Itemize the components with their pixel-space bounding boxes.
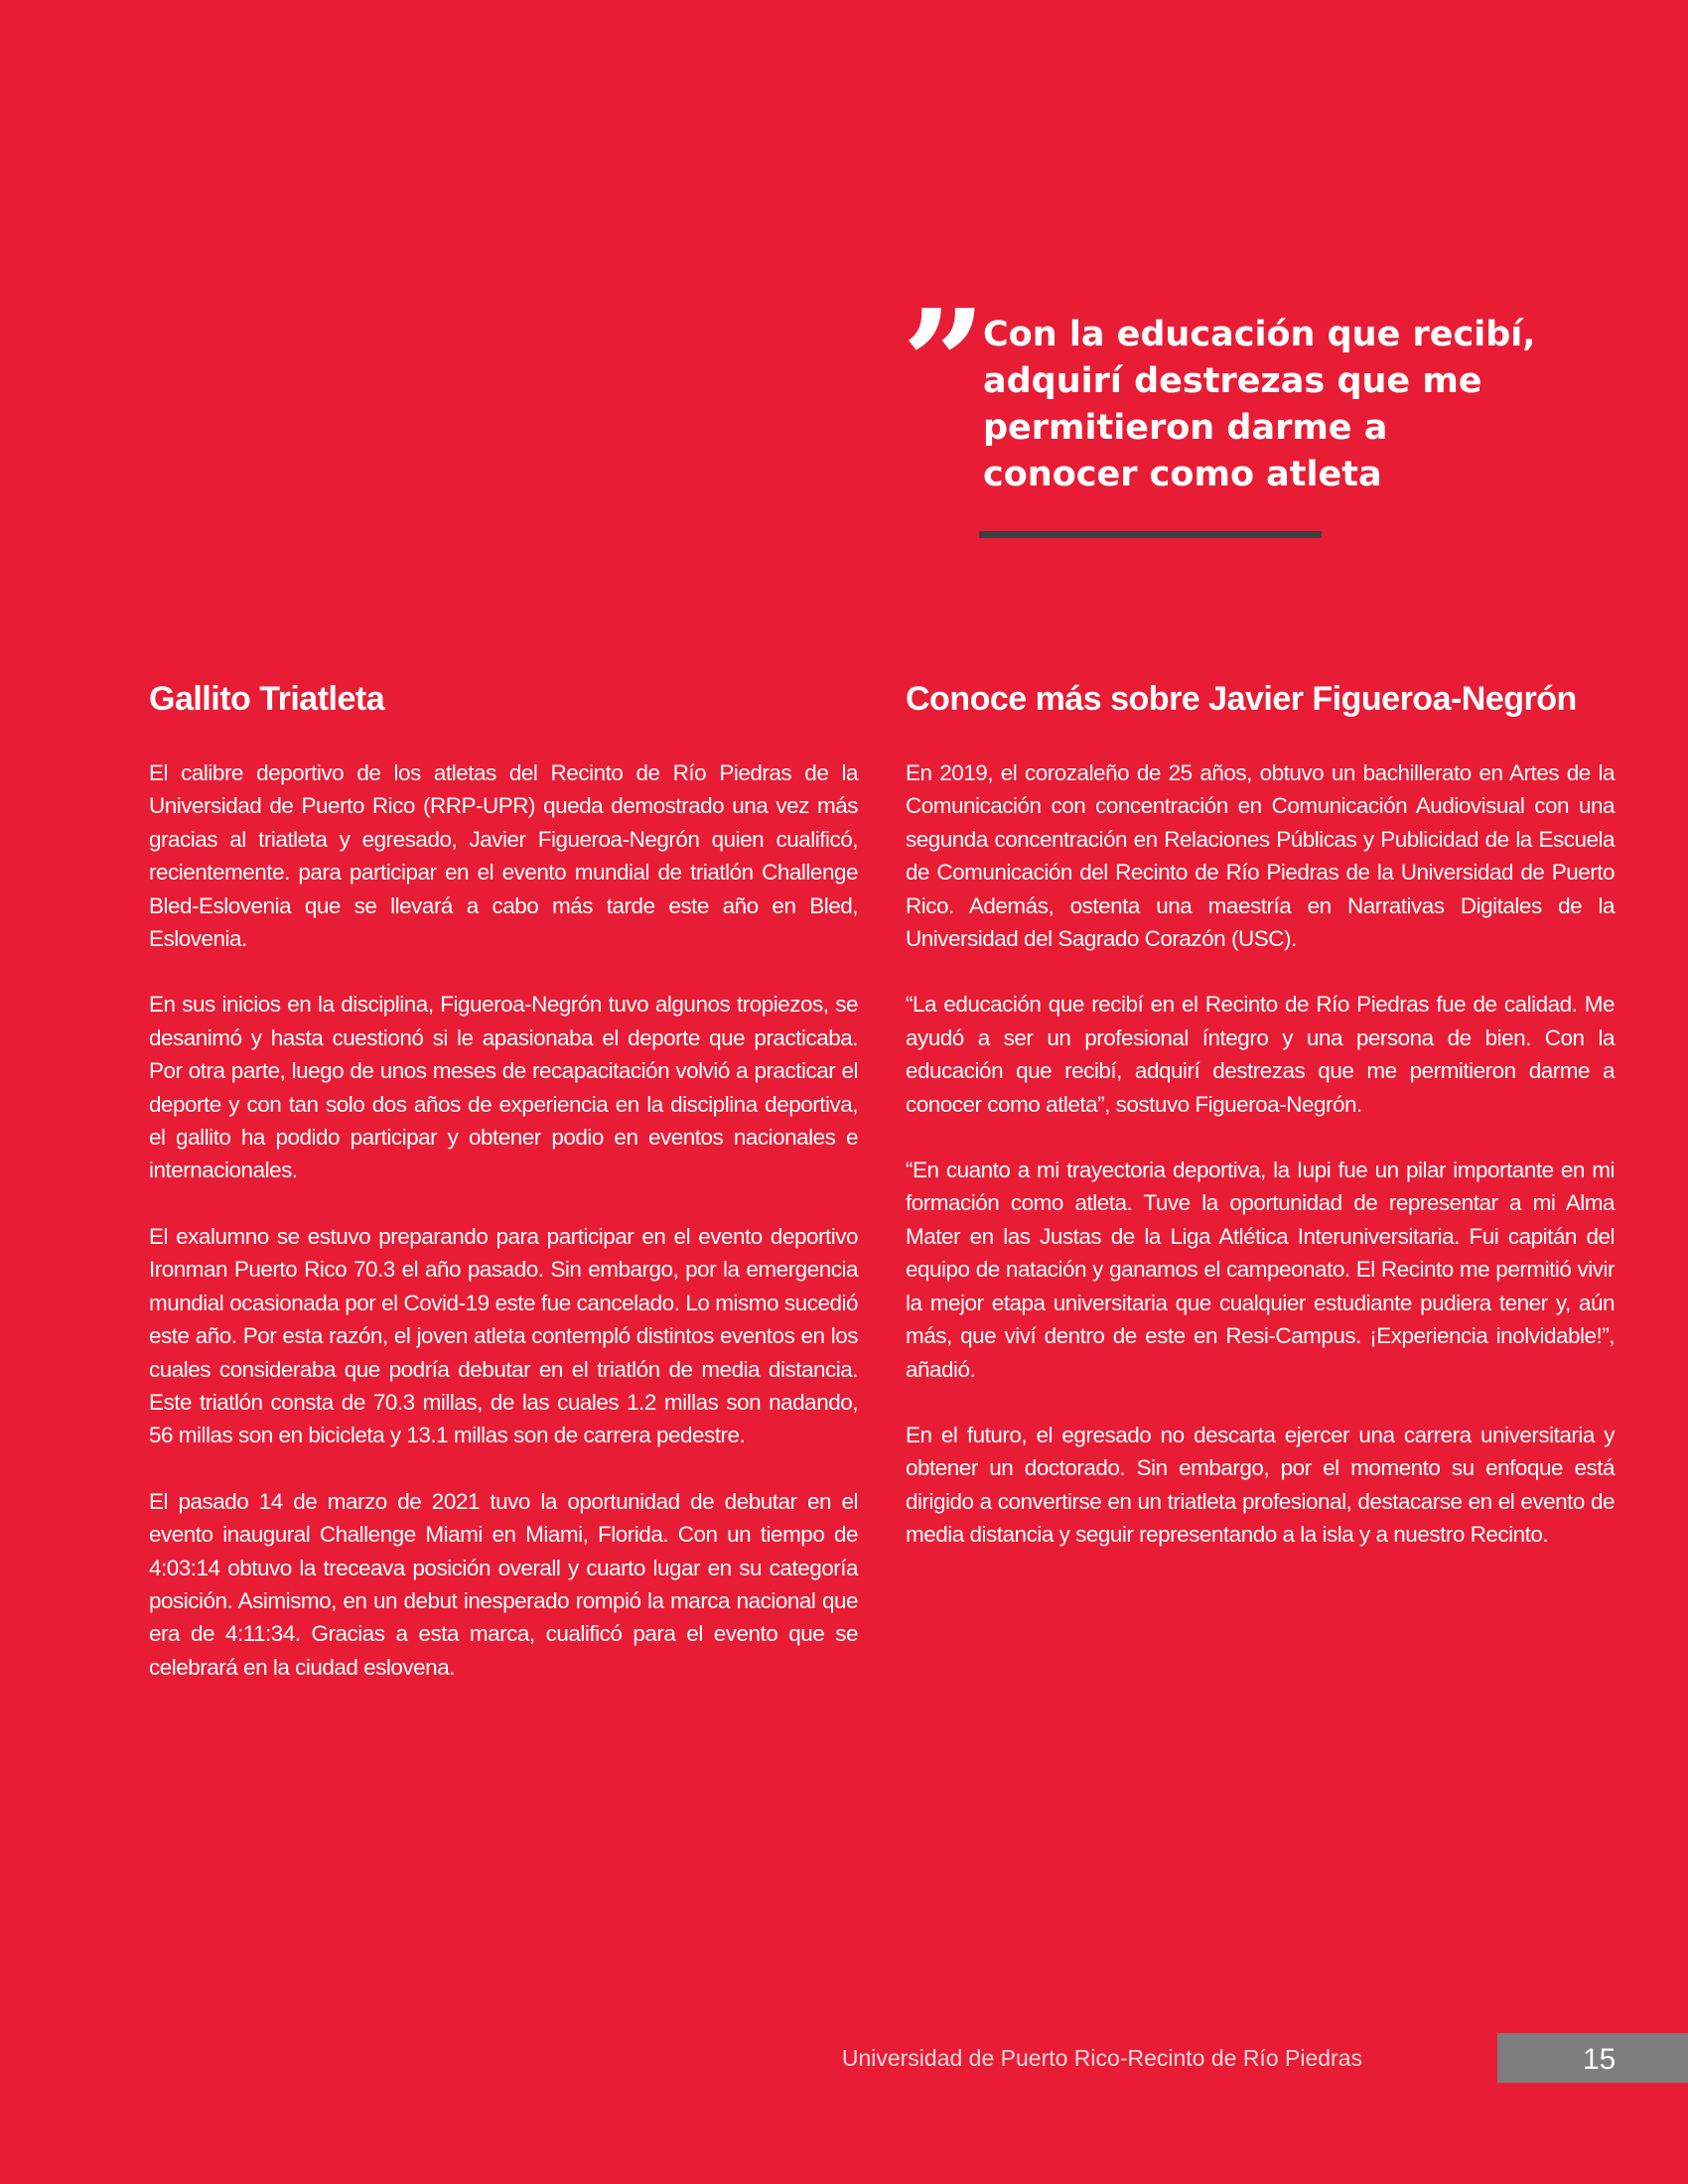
quote-mark-icon: ”	[902, 277, 981, 450]
left-column-heading: Gallito Triatleta	[149, 680, 385, 718]
pull-quote-text: Con la educación que recibí, adquirí destrezas que me permitieron darme a conocer como atleta	[983, 315, 1536, 494]
left-paragraph-3: El exalumno se estuvo preparando para participar en el evento deportivo Ironman Puerto Rico 70.3 el año pasado. Sin embargo, por la emergencia mundial ocasionada por el Covid-19 este fue cancelado. Lo mismo sucedió este año. Por esta razón, el joven atleta contempló distintos eventos en los cuales consideraba que podría debutar en el triatlón de media distancia. Este triatlón consta de 70.3 millas, de las cuales 1.2 millas son nadando, 56 millas son en bicicleta y 13.1 millas son de carrera pedestre.	[149, 1223, 858, 1448]
right-paragraph-4: En el futuro, el egresado no descarta ejercer una carrera universitaria y obtener un doctorado. Sin embargo, por el momento su enfoque está dirigido a convertirse en un triatleta profesional, destacarse en el evento de media distancia y seguir representando a la isla y a nuestro Recinto.	[906, 1422, 1615, 1548]
footer-institution: Universidad de Puerto Rico-Recinto de Río Piedras	[841, 2045, 1362, 2071]
left-paragraph-1: El calibre deportivo de los atletas del Recinto de Río Piedras de la Universidad de Puerto Rico (RRP-UPR) queda demostrado una vez más gracias al triatleta y egresado, Javier Figueroa-Negrón quien cualificó, recientemente. para participar en el evento mundial de triatlón Challenge Bled-Eslovenia que se llevará a cabo más tarde este año en Bled, Eslovenia.	[149, 760, 858, 952]
page-number: 15	[1583, 2043, 1617, 2076]
right-paragraph-2: “La educación que recibí en el Recinto de Río Piedras fue de calidad. Me ayudó a ser un profesional íntegro y una persona de bien. Con la educación que recibí, adquirí destrezas que me permitieron darme a conocer como atleta”, sostuvo Figueroa-Negrón.	[906, 992, 1615, 1117]
right-paragraph-3: “En cuanto a mi trayectoria deportiva, la Iupi fue un pilar importante en mi formación como atleta. Tuve la oportunidad de representar a mi Alma Mater en las Justas de la Liga Atlética Interuniversitaria. Fui capitán del equipo de natación y ganamos el campeonato. El Recinto me permitió vivir la mejor etapa universitaria que cualquier estudiante pudiera tener y, aún más, que viví dentro de este en Resi-Campus. ¡Experiencia inolvidable!”, añadió.	[906, 1158, 1615, 1382]
left-paragraph-4: El pasado 14 de marzo de 2021 tuvo la oportunidad de debutar en el evento inaugural Challenge Miami en Miami, Florida. Con un tiempo de 4:03:14 obtuvo la treceava posición overall y cuarto lugar en su categoría posición. Asimismo, en un debut inesperado rompió la marca nacional que era de 4:11:34. Gracias a esta marca, cualificó para el evento que se celebrará en la ciudad eslovena.	[149, 1488, 858, 1680]
right-column	[906, 675, 1615, 1584]
left-column	[149, 675, 858, 1716]
right-paragraph-1: En 2019, el corozaleño de 25 años, obtuvo un bachillerato en Artes de la Comunicación con concentración en Comunicación Audiovisual con una segunda concentración en Relaciones Públicas y Publicidad de la Escuela de Comunicación del Recinto de Río Piedras de la Universidad de Puerto Rico. Además, ostenta una maestría en Narrativas Digitales de la Universidad del Sagrado Corazón (USC).	[906, 760, 1615, 952]
right-column-heading: Conoce más sobre Javier Figueroa-Negrón	[906, 680, 1577, 718]
left-paragraph-2: En sus inicios en la disciplina, Figueroa-Negrón tuvo algunos tropiezos, se desanimó y hasta cuestionó si le apasionaba el deporte que practicaba. Por otra parte, luego de unos meses de recapacitación volvió a practicar el deporte y con tan solo dos años de experiencia en la disciplina deportiva, el gallito ha podido participar y obtener podio en eventos nacionales e internacionales.	[149, 992, 858, 1183]
pull-quote-divider	[979, 531, 1322, 538]
